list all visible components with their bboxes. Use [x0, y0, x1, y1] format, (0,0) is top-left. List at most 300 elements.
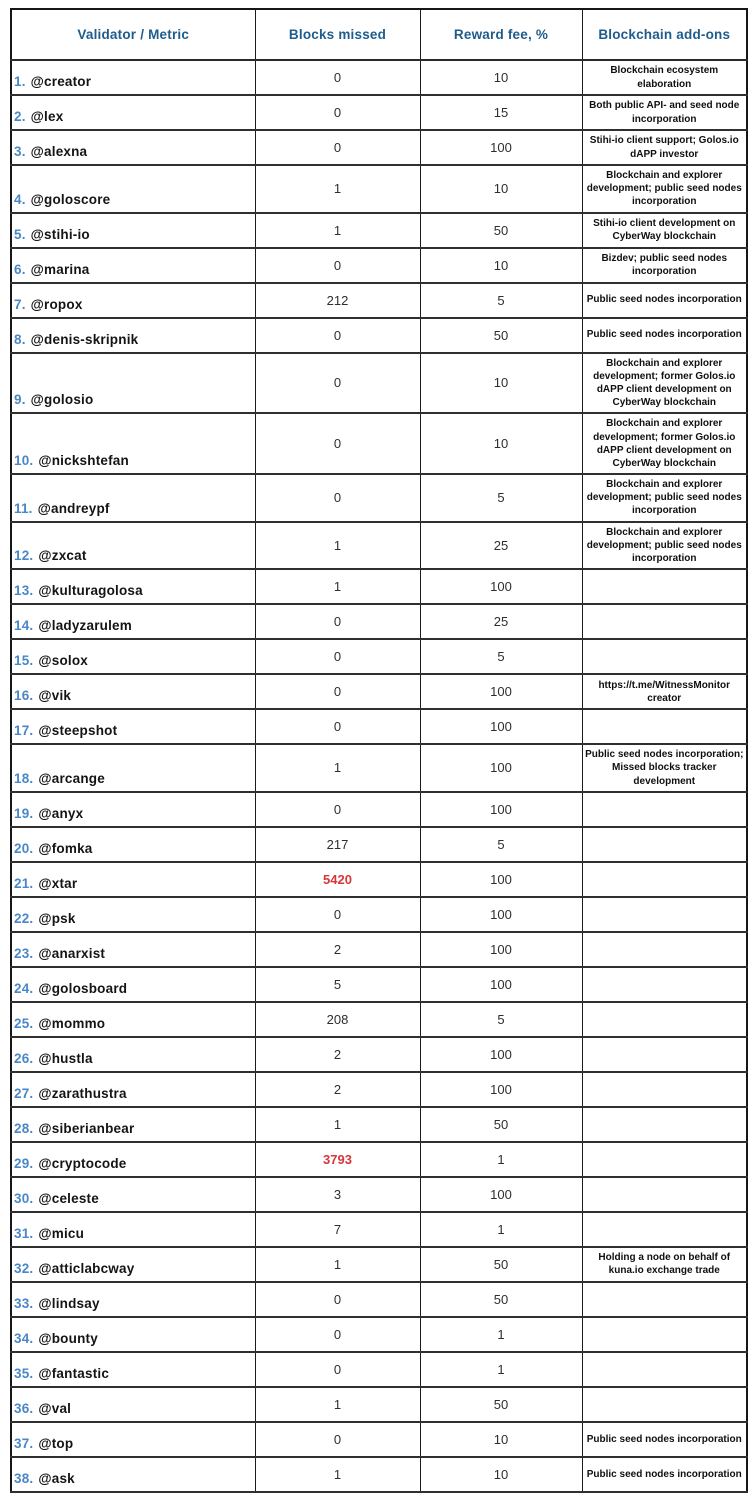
validator-name: @celeste	[38, 1190, 99, 1206]
validator-cell	[11, 1072, 255, 1107]
table-row	[11, 709, 747, 744]
blocks-missed-cell	[255, 639, 420, 674]
blocks-missed-cell	[255, 318, 420, 353]
blockchain-addons-cell: Blockchain and explorer development; former Golos.io dAPP client development on CyberWay blockchain	[582, 353, 747, 414]
blocks-missed-value: 2	[333, 941, 342, 957]
reward-fee-value: 5	[497, 836, 505, 852]
blocks-missed-cell	[255, 792, 420, 827]
table-row	[11, 248, 747, 283]
table-row	[11, 639, 747, 674]
reward-fee-value: 10	[493, 1431, 509, 1447]
blocks-missed-value: 1	[333, 222, 342, 238]
reward-fee-cell	[420, 1037, 582, 1072]
blockchain-addons-cell: https://t.me/WitnessMonitor creator	[582, 674, 747, 709]
table-row	[11, 165, 747, 213]
reward-fee-cell	[420, 1002, 582, 1037]
blockchain-addons-cell	[582, 1317, 747, 1352]
blocks-missed-cell	[255, 744, 420, 792]
blocks-missed-cell	[255, 1037, 420, 1072]
row-number: 12.	[14, 548, 34, 564]
reward-fee-cell	[420, 1387, 582, 1422]
table-row	[11, 413, 747, 474]
table-row	[11, 130, 747, 165]
validator-name: @fantastic	[38, 1365, 110, 1381]
table-row	[11, 1422, 747, 1457]
reward-fee-cell	[420, 1072, 582, 1107]
validator-cell	[11, 1352, 255, 1387]
blockchain-addons-cell: Blockchain and explorer development; public seed nodes incorporation	[582, 474, 747, 522]
validator-cell	[11, 862, 255, 897]
validator-name: @solox	[38, 653, 88, 669]
row-number: 30.	[14, 1190, 34, 1206]
reward-fee-value: 10	[493, 257, 509, 273]
table-row	[11, 569, 747, 604]
validator-cell	[11, 1457, 255, 1492]
validator-cell	[11, 522, 255, 570]
blockchain-addons-cell: Bizdev; public seed nodes incorporation	[582, 248, 747, 283]
reward-fee-value: 100	[490, 684, 512, 700]
validator-cell	[11, 932, 255, 967]
blocks-missed-cell	[255, 897, 420, 932]
validator-cell	[11, 1247, 255, 1282]
validator-name: @vik	[38, 688, 72, 704]
row-number: 7.	[14, 296, 26, 312]
blocks-missed-value: 0	[333, 906, 342, 922]
blockchain-addons-cell	[582, 1387, 747, 1422]
blocks-missed-value: 1	[333, 760, 342, 776]
blocks-missed-cell	[255, 1002, 420, 1037]
blockchain-addons-cell: Both public API- and seed node incorporation	[582, 95, 747, 130]
reward-fee-value: 50	[493, 1396, 509, 1412]
validator-name: @kulturagolosa	[38, 583, 143, 599]
reward-fee-cell	[420, 248, 582, 283]
table-row	[11, 474, 747, 522]
row-number: 17.	[14, 723, 34, 739]
validator-name: @creator	[30, 74, 92, 89]
blocks-missed-cell	[255, 1457, 420, 1492]
blockchain-addons-cell	[582, 1212, 747, 1247]
blockchain-addons-cell	[582, 932, 747, 967]
row-number: 14.	[14, 618, 34, 634]
row-number: 16.	[14, 688, 34, 704]
row-number: 18.	[14, 770, 34, 786]
reward-fee-value: 10	[493, 375, 509, 391]
blockchain-addons-cell	[582, 827, 747, 862]
blocks-missed-value: 0	[333, 1361, 342, 1377]
blocks-missed-value: 7	[333, 1221, 342, 1237]
reward-fee-cell	[420, 1177, 582, 1212]
row-number: 6.	[14, 261, 26, 277]
row-number: 35.	[14, 1365, 34, 1381]
validator-name: @goloscore	[30, 191, 111, 207]
row-number: 15.	[14, 653, 34, 669]
table-row	[11, 1317, 747, 1352]
validator-name: @stihi-io	[30, 226, 90, 242]
blocks-missed-value: 0	[333, 70, 342, 85]
blocks-missed-value: 0	[333, 436, 342, 452]
table-row	[11, 1177, 747, 1212]
blocks-missed-cell	[255, 165, 420, 213]
row-number: 19.	[14, 805, 34, 821]
blocks-missed-value: 2	[333, 1046, 342, 1062]
blockchain-addons-cell	[582, 1037, 747, 1072]
reward-fee-cell	[420, 967, 582, 1002]
reward-fee-value: 25	[493, 537, 509, 553]
blocks-missed-cell	[255, 283, 420, 318]
blocks-missed-cell	[255, 130, 420, 165]
blocks-missed-cell	[255, 1387, 420, 1422]
blockchain-addons-cell	[582, 1352, 747, 1387]
header-row	[11, 9, 747, 60]
validator-cell	[11, 95, 255, 130]
validator-cell	[11, 1317, 255, 1352]
validator-name: @golosboard	[38, 980, 128, 996]
validator-name: @cryptocode	[38, 1155, 127, 1171]
reward-fee-value: 50	[493, 327, 509, 343]
blocks-missed-value: 0	[333, 257, 342, 273]
validator-name: @atticlabcway	[38, 1260, 135, 1276]
blocks-missed-value: 0	[333, 1431, 342, 1447]
reward-fee-value: 10	[493, 436, 509, 452]
blocks-missed-cell	[255, 1282, 420, 1317]
blockchain-addons-cell	[582, 792, 747, 827]
reward-fee-cell	[420, 827, 582, 862]
blocks-missed-value: 0	[333, 1291, 342, 1307]
reward-fee-value: 5	[497, 649, 505, 665]
table-row	[11, 744, 747, 792]
row-number: 38.	[14, 1470, 34, 1486]
row-number: 25.	[14, 1015, 34, 1031]
table-row	[11, 1002, 747, 1037]
validator-cell	[11, 792, 255, 827]
validator-cell	[11, 1107, 255, 1142]
blocks-missed-cell	[255, 353, 420, 414]
blockchain-addons-cell	[582, 1177, 747, 1212]
validator-cell	[11, 967, 255, 1002]
reward-fee-value: 1	[497, 1221, 505, 1237]
blocks-missed-value: 0	[333, 684, 342, 700]
row-number: 2.	[14, 109, 26, 124]
table-row	[11, 932, 747, 967]
validator-name: @andreypf	[37, 500, 110, 516]
validator-cell	[11, 1037, 255, 1072]
row-number: 34.	[14, 1330, 34, 1346]
blocks-missed-value: 217	[326, 836, 349, 852]
table-row	[11, 1072, 747, 1107]
blockchain-addons-cell	[582, 1282, 747, 1317]
row-number: 4.	[14, 191, 26, 207]
table-row	[11, 1282, 747, 1317]
validator-cell	[11, 1387, 255, 1422]
table-row	[11, 792, 747, 827]
blockchain-addons-cell: Blockchain and explorer development; public seed nodes incorporation	[582, 165, 747, 213]
validator-name: @denis-skripnik	[30, 331, 139, 347]
validator-name: @ladyzarulem	[38, 618, 132, 634]
validator-cell	[11, 639, 255, 674]
blocks-missed-value: 1	[333, 1466, 342, 1482]
blocks-missed-value: 3	[333, 1186, 342, 1202]
blocks-missed-cell	[255, 248, 420, 283]
blockchain-addons-cell: Stihi-io client development on CyberWay blockchain	[582, 213, 747, 248]
validator-name: @golosio	[30, 392, 94, 408]
row-number: 20.	[14, 840, 34, 856]
table-body	[11, 60, 747, 1492]
validator-name: @anyx	[38, 805, 84, 821]
validator-name: @siberianbear	[38, 1120, 135, 1136]
blockchain-addons-cell: Blockchain and explorer development; former Golos.io dAPP client development on CyberWay blockchain	[582, 413, 747, 474]
blocks-missed-value: 0	[333, 649, 342, 665]
row-number: 37.	[14, 1435, 34, 1451]
validator-cell	[11, 413, 255, 474]
blocks-missed-value: 0	[333, 801, 342, 817]
header-validator-metric: Validator / Metric	[11, 9, 255, 60]
row-number: 9.	[14, 392, 26, 408]
reward-fee-value: 100	[490, 140, 512, 155]
validator-name: @anarxist	[38, 945, 106, 961]
validator-cell	[11, 1142, 255, 1177]
reward-fee-cell	[420, 639, 582, 674]
table-row	[11, 1212, 747, 1247]
header-blockchain-addons: Blockchain add-ons	[582, 9, 747, 60]
table-row	[11, 1037, 747, 1072]
blockchain-addons-cell	[582, 1142, 747, 1177]
blocks-missed-cell	[255, 604, 420, 639]
validators-table	[10, 8, 748, 1493]
table-row	[11, 353, 747, 414]
reward-fee-cell	[420, 744, 582, 792]
blocks-missed-cell	[255, 862, 420, 897]
validator-name: @hustla	[38, 1050, 93, 1066]
table-row	[11, 1247, 747, 1282]
blocks-missed-cell	[255, 522, 420, 570]
row-number: 13.	[14, 583, 34, 599]
blockchain-addons-cell: Public seed nodes incorporation	[582, 1422, 747, 1457]
validator-name: @bounty	[38, 1330, 98, 1346]
validator-cell	[11, 213, 255, 248]
row-number: 31.	[14, 1225, 34, 1241]
reward-fee-cell	[420, 897, 582, 932]
reward-fee-cell	[420, 413, 582, 474]
row-number: 22.	[14, 910, 34, 926]
validator-cell	[11, 1282, 255, 1317]
blocks-missed-cell	[255, 1352, 420, 1387]
blocks-missed-cell	[255, 213, 420, 248]
blocks-missed-cell	[255, 95, 420, 130]
validator-cell	[11, 744, 255, 792]
reward-fee-value: 100	[490, 1186, 512, 1202]
validator-name: @top	[38, 1435, 74, 1451]
validator-cell	[11, 1422, 255, 1457]
validator-name: @zarathustra	[38, 1085, 127, 1101]
blocks-missed-value: 1	[333, 1256, 342, 1272]
reward-fee-value: 15	[493, 105, 509, 120]
blocks-missed-cell	[255, 709, 420, 744]
blocks-missed-cell	[255, 413, 420, 474]
reward-fee-value: 50	[493, 1256, 509, 1272]
blockchain-addons-cell: Holding a node on behalf of kuna.io exchange trade	[582, 1247, 747, 1282]
header-blocks-missed: Blocks missed	[255, 9, 420, 60]
validator-cell	[11, 709, 255, 744]
blocks-missed-cell	[255, 827, 420, 862]
row-number: 32.	[14, 1260, 34, 1276]
blockchain-addons-cell	[582, 1002, 747, 1037]
reward-fee-cell	[420, 1352, 582, 1387]
blocks-missed-value: 1	[333, 181, 342, 197]
blockchain-addons-cell	[582, 862, 747, 897]
blocks-missed-cell	[255, 1177, 420, 1212]
blocks-missed-value: 0	[333, 105, 342, 120]
table-header	[11, 9, 747, 60]
reward-fee-value: 100	[490, 976, 512, 992]
blocks-missed-cell	[255, 1107, 420, 1142]
validator-cell	[11, 604, 255, 639]
blocks-missed-value: 2	[333, 1081, 342, 1097]
reward-fee-cell	[420, 932, 582, 967]
table-row	[11, 897, 747, 932]
blocks-missed-value: 5420	[323, 871, 352, 887]
table-row	[11, 1142, 747, 1177]
reward-fee-value: 50	[493, 1291, 509, 1307]
row-number: 10.	[14, 453, 34, 469]
table-row	[11, 95, 747, 130]
validator-cell	[11, 60, 255, 95]
reward-fee-cell	[420, 522, 582, 570]
blockchain-addons-cell	[582, 897, 747, 932]
blocks-missed-value: 212	[326, 292, 349, 308]
blocks-missed-cell	[255, 674, 420, 709]
reward-fee-cell	[420, 165, 582, 213]
table-row	[11, 213, 747, 248]
reward-fee-cell	[420, 130, 582, 165]
reward-fee-value: 5	[497, 490, 505, 506]
reward-fee-value: 50	[493, 1116, 509, 1132]
table-row	[11, 827, 747, 862]
reward-fee-value: 100	[490, 906, 512, 922]
reward-fee-cell	[420, 862, 582, 897]
blocks-missed-value: 0	[333, 719, 342, 735]
blocks-missed-value: 0	[333, 490, 342, 506]
blocks-missed-cell	[255, 1247, 420, 1282]
table-row	[11, 1387, 747, 1422]
blocks-missed-value: 1	[333, 537, 342, 553]
blocks-missed-cell	[255, 1072, 420, 1107]
reward-fee-value: 100	[490, 801, 512, 817]
row-number: 28.	[14, 1120, 34, 1136]
validator-cell	[11, 474, 255, 522]
validator-cell	[11, 1212, 255, 1247]
blocks-missed-value: 3793	[323, 1151, 352, 1167]
row-number: 29.	[14, 1155, 34, 1171]
validator-cell	[11, 283, 255, 318]
table-row	[11, 604, 747, 639]
blockchain-addons-cell: Public seed nodes incorporation; Missed blocks tracker development	[582, 744, 747, 792]
table-row	[11, 60, 747, 95]
blocks-missed-value: 0	[333, 614, 342, 630]
reward-fee-cell	[420, 474, 582, 522]
table-row	[11, 1107, 747, 1142]
reward-fee-cell	[420, 213, 582, 248]
reward-fee-cell	[420, 569, 582, 604]
table-row	[11, 318, 747, 353]
validator-cell	[11, 569, 255, 604]
table-row	[11, 674, 747, 709]
blockchain-addons-cell: Blockchain and explorer development; public seed nodes incorporation	[582, 522, 747, 570]
blockchain-addons-cell: Public seed nodes incorporation	[582, 283, 747, 318]
blocks-missed-value: 0	[333, 1326, 342, 1342]
blocks-missed-cell	[255, 1317, 420, 1352]
table-row	[11, 1457, 747, 1492]
blocks-missed-value: 1	[333, 1396, 342, 1412]
reward-fee-value: 5	[497, 1011, 505, 1027]
validator-name: @psk	[38, 910, 76, 926]
blocks-missed-cell	[255, 1422, 420, 1457]
blocks-missed-cell	[255, 932, 420, 967]
validator-name: @alexna	[30, 144, 88, 159]
reward-fee-cell	[420, 674, 582, 709]
reward-fee-cell	[420, 95, 582, 130]
validator-cell	[11, 248, 255, 283]
blocks-missed-cell	[255, 1212, 420, 1247]
row-number: 5.	[14, 226, 26, 242]
blocks-missed-cell	[255, 967, 420, 1002]
reward-fee-value: 100	[490, 941, 512, 957]
blocks-missed-value: 0	[333, 140, 342, 155]
reward-fee-cell	[420, 792, 582, 827]
reward-fee-cell	[420, 1142, 582, 1177]
reward-fee-value: 100	[490, 760, 512, 776]
reward-fee-value: 100	[490, 1081, 512, 1097]
reward-fee-cell	[420, 1282, 582, 1317]
reward-fee-value: 100	[490, 871, 512, 887]
reward-fee-value: 100	[490, 579, 512, 595]
blockchain-addons-cell	[582, 1072, 747, 1107]
reward-fee-cell	[420, 1457, 582, 1492]
validator-name: @xtar	[38, 875, 78, 891]
reward-fee-value: 1	[497, 1326, 505, 1342]
reward-fee-cell	[420, 1212, 582, 1247]
blockchain-addons-cell	[582, 967, 747, 1002]
row-number: 24.	[14, 980, 34, 996]
table-row	[11, 283, 747, 318]
reward-fee-value: 1	[497, 1361, 505, 1377]
validator-cell	[11, 897, 255, 932]
blocks-missed-cell	[255, 60, 420, 95]
blockchain-addons-cell: Stihi-io client support; Golos.io dAPP investor	[582, 130, 747, 165]
validator-name: @zxcat	[38, 548, 87, 564]
reward-fee-cell	[420, 353, 582, 414]
table-row	[11, 862, 747, 897]
reward-fee-value: 1	[497, 1151, 505, 1167]
reward-fee-cell	[420, 709, 582, 744]
blockchain-addons-cell: Blockchain ecosystem elaboration	[582, 60, 747, 95]
reward-fee-cell	[420, 1317, 582, 1352]
blockchain-addons-cell: Public seed nodes incorporation	[582, 1457, 747, 1492]
row-number: 36.	[14, 1400, 34, 1416]
blocks-missed-value: 208	[326, 1011, 349, 1027]
reward-fee-value: 50	[493, 222, 509, 238]
reward-fee-value: 10	[493, 70, 509, 85]
blocks-missed-value: 0	[333, 327, 342, 343]
blockchain-addons-cell	[582, 639, 747, 674]
blocks-missed-value: 1	[333, 1116, 342, 1132]
reward-fee-cell	[420, 1422, 582, 1457]
validator-name: @ropox	[30, 296, 83, 312]
blocks-missed-cell	[255, 1142, 420, 1177]
header-reward-fee: Reward fee, %	[420, 9, 582, 60]
blocks-missed-cell	[255, 569, 420, 604]
reward-fee-cell	[420, 318, 582, 353]
validator-name: @arcange	[38, 770, 105, 786]
